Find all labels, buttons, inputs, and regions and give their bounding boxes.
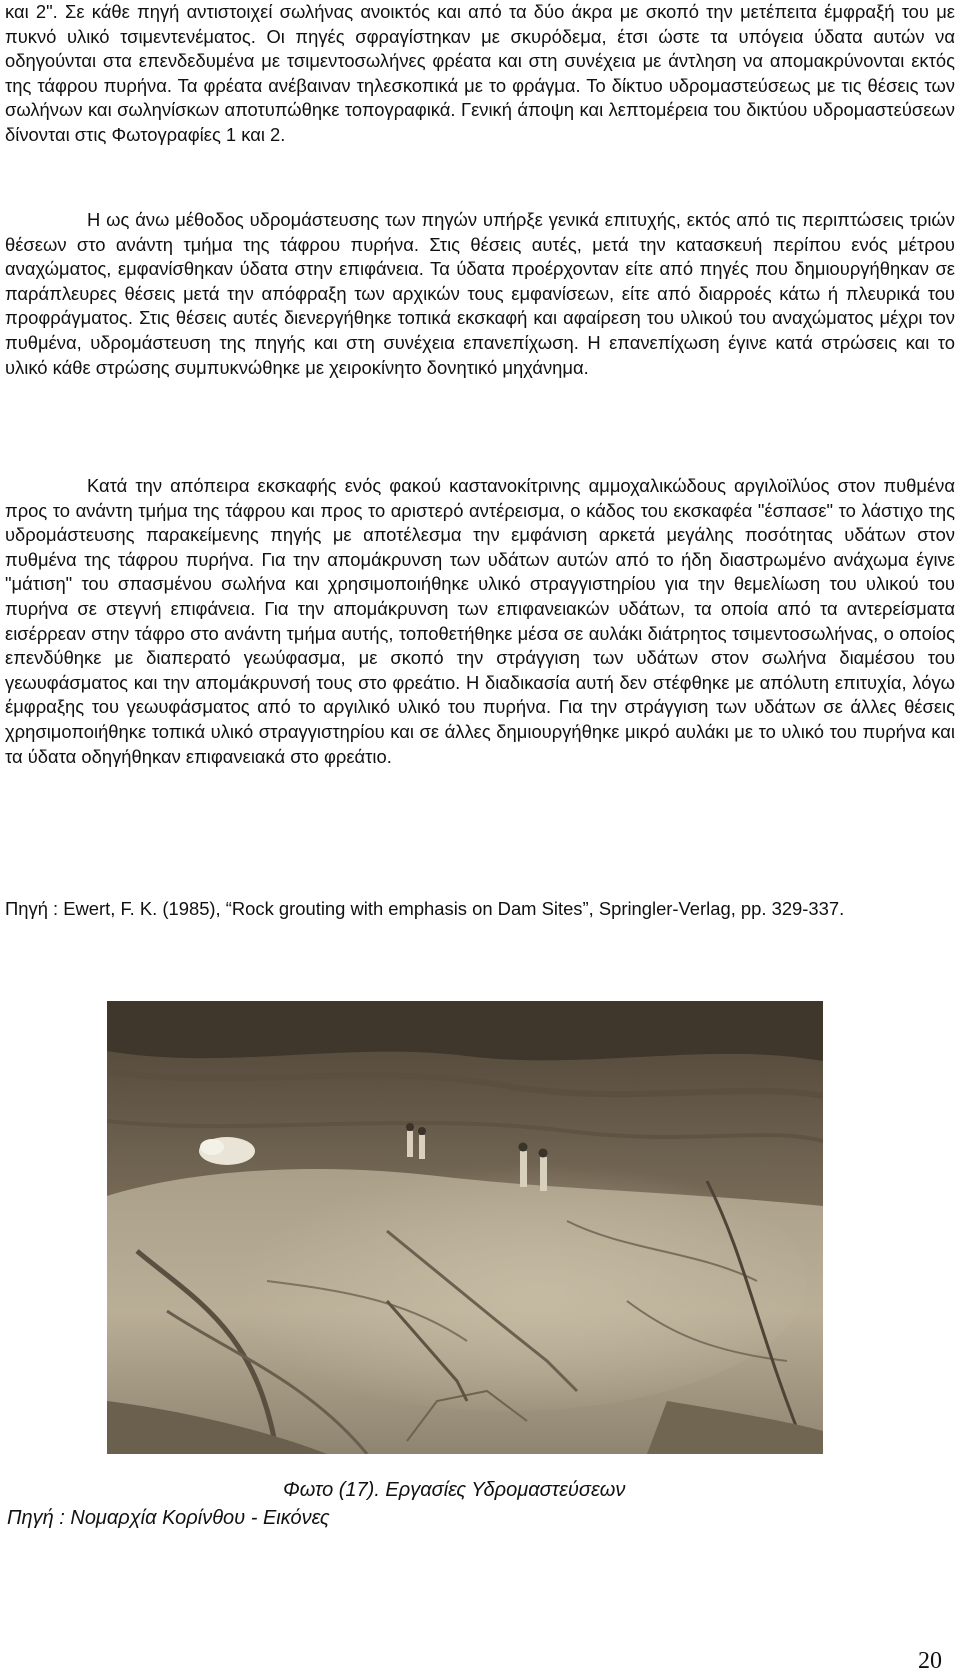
- paragraph-2: Η ως άνω μέθοδος υδρομάστευσης των πηγών υπήρξε γενικά επιτυχής, εκτός από τις περιπτώσεις τριών θέσεων στο ανάντη τμήμα της τάφρου πυρήνα. Στις θέσεις αυτές, μετά την κατασκευή περίπου ενός μέτρου αναχώματος, εμφανίσθηκαν ύδατα στην επιφάνεια. Τα ύδατα προέρχονταν είτε από πηγές που δημιουργήθηκαν σε παράπλευρες θέσεις μετά την απόφραξη των αρχικών τους εμφανίσεων, είτε από διαρροές κάτω ή πλευρικά του προφράγματος. Στις θέσεις αυτές διενεργήθηκε τοπικά εκσκαφή και αφαίρεση του υλικού του αναχώματος μέχρι τον πυθμένα, υδρομάστευση της πηγής και στη συνέχεια επανεπίχωση. Η επανεπίχωση έγινε κατά στρώσεις και το υλικό κάθε στρώσης συμπυκνώθηκε με χειροκίνητο δονητικό μηχάνημα.: [5, 209, 955, 378]
- paragraph-3: Κατά την απόπειρα εκσκαφής ενός φακού καστανοκίτρινης αμμοχαλικώδους αργιλοϊλύος στον πυθμένα προς το ανάντη τμήμα της τάφρου και προς το αριστερό αντέρεισμα, ο κάδος του εκσκαφέα "έσπασε" το λάστιχο της υδρομάστευσης παρακείμενης πηγής με αποτέλεσμα την εμφάνιση αρκετά μεγάλης ποσότητας υδάτων στον πυθμένα της τάφρου πυρήνα. Για την απομάκρυνση των υδάτων αυτών από το ήδη διαστρωμένο ανάχωμα έγινε "μάτιση" του σπασμένου σωλήνα και χρησιμοποιήθηκε υλικό στραγγιστηρίου για την θεμελίωση του υλικού του πυρήνα σε στεγνή επιφάνεια. Για την απομάκρυνση των επιφανειακών υδάτων, τα οποία από τα αντερείσματα εισέρρεαν στην τάφρο στο ανάντη τμήμα αυτής, τοποθετήθηκε μέσα σε αυλάκι διάτρητος τσιμεντοσωλήνας, ο οποίος επενδύθηκε με διαπερατό γεωύφασμα, με σκοπό την στράγγιση των υδάτων στον σωλήνα διαμέσου του γεωυφάσματος και την απομάκρυνσή τους στο φρεάτιο. Η διαδικασία αυτή δεν στέφθηκε με απόλυτη επιτυχία, λόγω έμφραξης του γεωυφάσματος από το αργιλικό υλικό του πυρήνα. Για την στράγγιση των υδάτων σε άλλες θέσεις χρησιμοποιήθηκε τοπικά υλικό στραγγιστηρίου και σε άλλες δημιουργήθηκε μικρό αυλάκι με το υλικό του πυρήνα και τα ύδατα οδηγήθηκαν επιφανειακά στο φρεάτιο.: [5, 475, 955, 767]
- source-citation: Πηγή : Ewert, F. K. (1985), “Rock grouting with emphasis on Dam Sites”, Springler-Verlag, pp. 329-337.: [5, 898, 845, 919]
- photo-caption: Φωτο (17). Εργασίες Υδρομαστεύσεων: [283, 1479, 626, 1501]
- photo-source: Πηγή : Νομαρχία Κορίνθου - Εικόνες: [7, 1507, 330, 1529]
- photo-grouting-works: [107, 1001, 823, 1454]
- page-number: 20: [918, 1648, 942, 1674]
- paragraph-1: και 2". Σε κάθε πηγή αντιστοιχεί σωλήνας ανοικτός και από τα δύο άκρα με σκοπό την μετέπειτα έμφραξή του με πυκνό υλικό τσιμεντενέματος. Οι πηγές σφραγίστηκαν με σκυρόδεμα, έτσι ώστε τα υπόγεια ύδατα αυτών να οδηγούνται στα επενδεδυμένα με τσιμεντοσωλήνες φρέατα και στη συνέχεια με άντληση να απομακρύνονται εκτός της τάφρου πυρήνα. Τα φρέατα ανέβαιναν τηλεσκοπικά με το φράγμα. Το δίκτυο υδρομαστεύσεως με τις θέσεις των σωλήνων και σωληνίσκων αποτυπώθηκε τοπογραφικά. Γενική άποψη και λεπτομέρεια του δικτύου υδρομαστεύσεων δίνονται στις Φωτογραφίες 1 και 2.: [5, 1, 955, 145]
